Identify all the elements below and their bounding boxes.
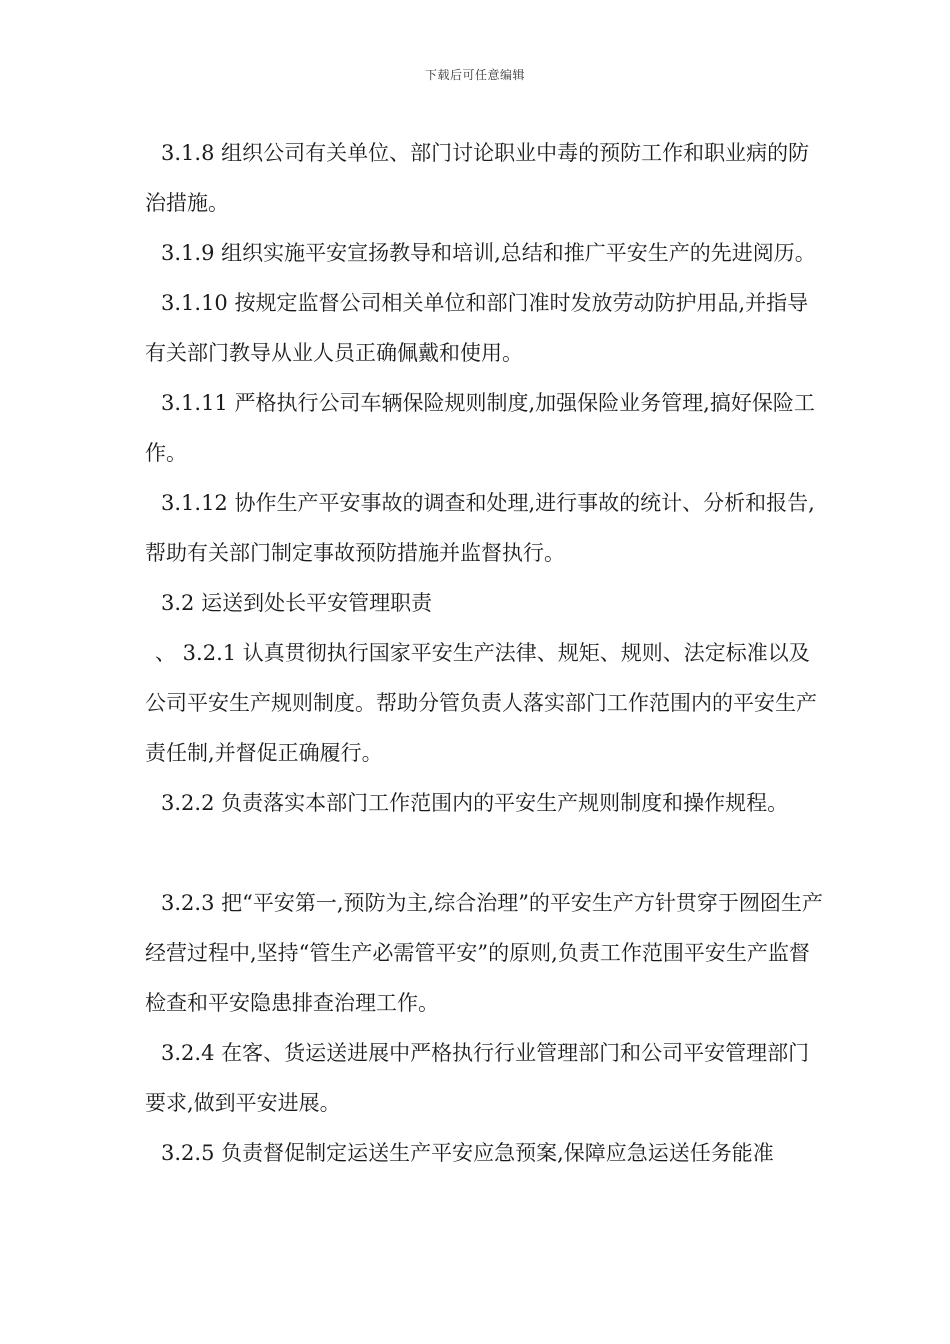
paragraph-3-1-8: 3.1.8 组织公司有关单位、部门讨论职业中毒的预防工作和职业病的防治措施。	[145, 141, 810, 215]
page-header: 下载后可任意编辑	[424, 68, 525, 82]
paragraph-3-1-10: 3.1.10 按规定监督公司相关单位和部门准时发放劳动防护用品,并指导有关部门教导从业人员正确佩戴和使用。	[145, 291, 809, 365]
paragraph-3-2-2: 3.2.2 负责落实本部门工作范围内的平安生产规则制度和操作规程。	[161, 791, 789, 815]
section-heading-3-2: 3.2 运送到处长平安管理职责	[161, 591, 433, 615]
paragraph-3-1-11: 3.1.11 严格执行公司车辆保险规则制度,加强保险业务管理,搞好保险工作。	[145, 391, 815, 465]
paragraph-3-2-5: 3.2.5 负责督促制定运送生产平安应急预案,保障应急运送任务能准	[161, 1141, 774, 1165]
document-body	[145, 128, 825, 1178]
paragraph-3-1-9: 3.1.9 组织实施平安宣扬教导和培训,总结和推广平安生产的先进阅历。	[161, 241, 816, 265]
paragraph-3-2-1: 、 3.2.1 认真贯彻执行国家平安生产法律、规矩、规则、法定标准以及公司平安生产规则制度。帮助分管负责人落实部门工作范围内的平安生产责任制,并督促正确履行。	[145, 641, 817, 765]
paragraph-3-2-3: 3.2.3 把“平安第一,预防为主,综合治理”的平安生产方针贯穿于囫囵生产经营过程中,坚持“管生产必需管平安”的原则,负责工作范围平安生产监督检查和平安隐患排查治理工作。	[145, 891, 823, 1015]
paragraph-3-2-4: 3.2.4 在客、货运送进展中严格执行行业管理部门和公司平安管理部门要求,做到平安进展。	[145, 1041, 810, 1115]
paragraph-3-1-12: 3.1.12 协作生产平安事故的调查和处理,进行事故的统计、分析和报告,帮助有关部门制定事故预防措施并监督执行。	[145, 491, 815, 565]
